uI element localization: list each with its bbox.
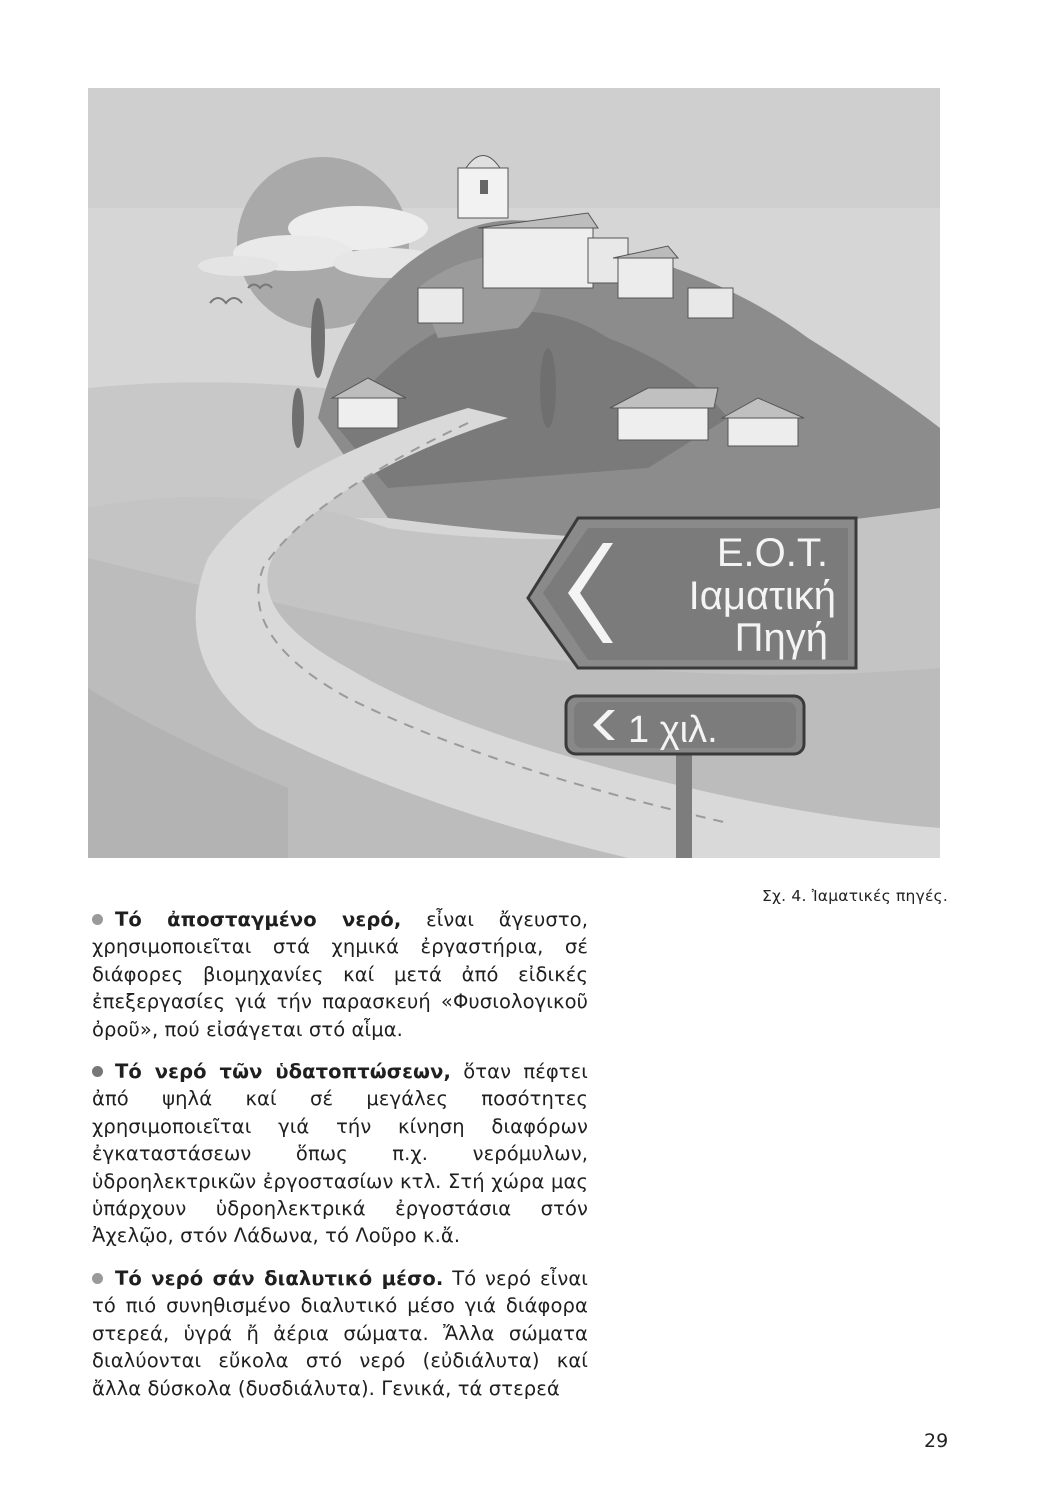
bullet-icon [92, 914, 103, 925]
spa-illustration [88, 88, 940, 858]
paragraph-heading: Τό ἀποσταγμένο νερό, [115, 908, 402, 931]
distance-sign [566, 696, 804, 754]
sign-line-3: Πηγή [734, 616, 828, 660]
paragraph-body: ὅταν πέφτει ἀπό ψηλά καί σέ μεγάλες ποσότητες χρησιμοποιεῖται γιά τήν κίνηση διαφόρων ἐγκαταστάσεων ὅπως π.χ. νερόμυλων, ὑδροηλεκτρικῶν ἐργοστασίων κτλ. Στή χώρα μας ὑπάρχουν ὑδροηλεκτρικά ἐργοστάσια στόν Ἀχελῷο, στόν Λάδωνα, τό Λοῦρο κ.ἄ. [92, 1060, 588, 1248]
body-text [92, 906, 588, 1417]
paragraph-waterfalls [92, 1058, 588, 1250]
figure-caption: Σχ. 4. Ἰαματικές πηγές. [762, 887, 948, 905]
paragraph-heading: Τό νερό σάν διαλυτικό μέσο. [115, 1266, 444, 1290]
paragraph-body: εἶναι ἄγευστο, χρησιμοποιεῖται στά χημικά ἐργαστήρια, σέ διάφορες βιομηχανίες καί μετά ἀπό εἰδικές ἐπεξεργασίες γιά τήν παρασκευή «Φυσιολογικοῦ ὀροῦ», πού εἰσάγεται στό αἷμα. [92, 908, 589, 1041]
paragraph-distilled-water [92, 906, 588, 1043]
page-number: 29 [924, 1430, 949, 1452]
paragraph-heading: Τό νερό τῶν ὑδατοπτώσεων, [115, 1060, 451, 1084]
distance-label: 1 χιλ. [628, 709, 718, 751]
eot-sign [528, 518, 856, 668]
bullet-icon [92, 1066, 103, 1077]
sign-line-1: Ε.Ο.Τ. [716, 531, 828, 575]
sign-line-2: Ιαματική [688, 574, 836, 618]
paragraph-body: Τό νερό εἶναι τό πιό συνηθισμένο διαλυτικό μέσο γιά διάφορα στερεά, ὑγρά ἤ ἀέρια σώματα. Ἄλλα σώματα διαλύονται εὔκολα στό νερό (εὐδιάλυτα) καί ἄλλα δύσκολα (δυσδιάλυτα). Γενικά, τά στερεά [92, 1266, 588, 1400]
paragraph-solvent [92, 1265, 588, 1402]
bullet-icon [92, 1273, 103, 1284]
